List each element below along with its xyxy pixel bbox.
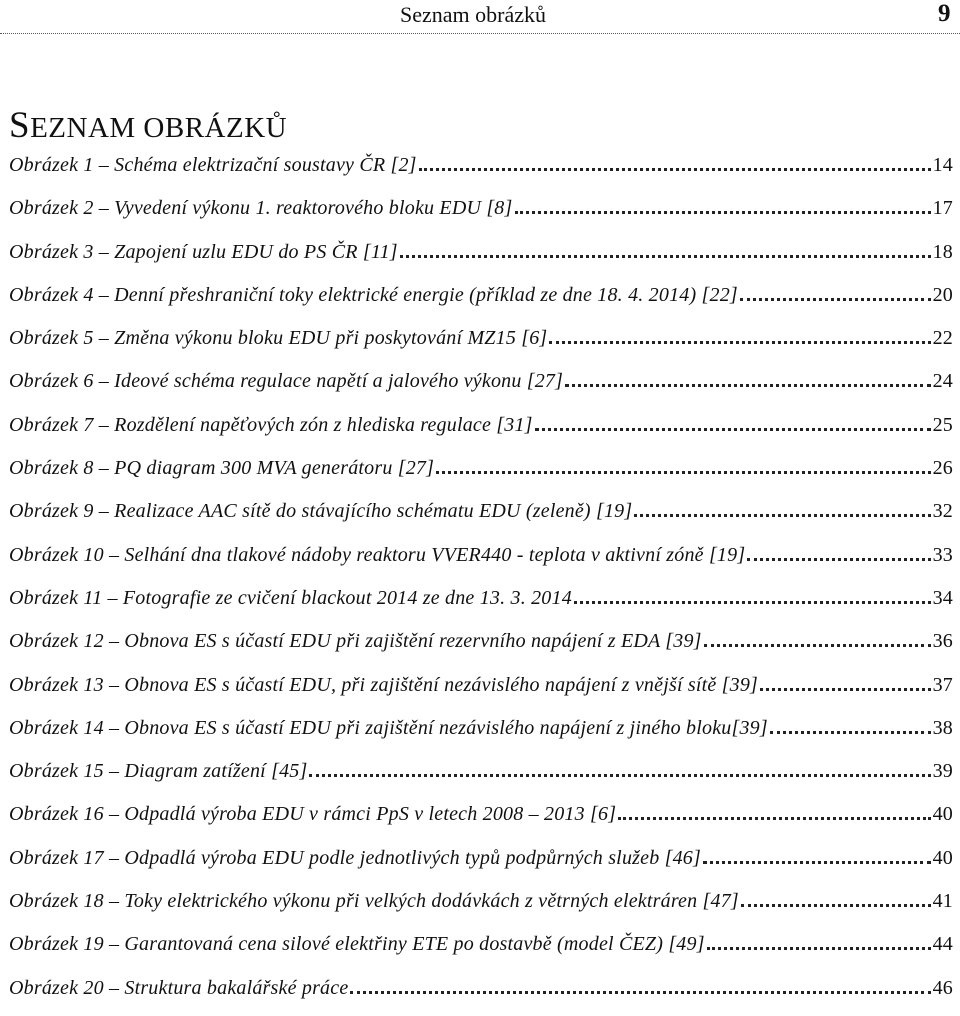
entry-page: 37 <box>932 673 953 696</box>
dot-leader <box>436 467 930 474</box>
figure-entry[interactable] <box>9 670 953 713</box>
entry-page: 32 <box>932 500 953 523</box>
figure-entry[interactable] <box>9 237 953 280</box>
dot-leader <box>400 251 931 258</box>
title-rest: EZNAM OBRÁZKŮ <box>30 112 288 144</box>
figure-entry[interactable] <box>9 540 953 583</box>
entry-label: Obrázek 16 – Odpadlá výroba EDU v rámci PpS v letech 2008 – 2013 [6] <box>9 803 617 826</box>
entry-label: Obrázek 5 – Změna výkonu bloku EDU při poskytování MZ15 [6] <box>9 327 548 350</box>
figure-entry[interactable] <box>9 626 953 669</box>
dot-leader <box>565 380 930 387</box>
figure-entry[interactable] <box>9 496 953 539</box>
entry-page: 22 <box>932 327 953 350</box>
dot-leader <box>309 770 930 777</box>
figure-entry[interactable] <box>9 583 953 626</box>
entry-page: 46 <box>932 976 953 999</box>
figure-entry[interactable] <box>9 410 953 453</box>
entry-page: 33 <box>932 543 953 566</box>
entry-label: Obrázek 13 – Obnova ES s účastí EDU, při zajištění nezávislého napájení z vnější sítě [39] <box>9 673 759 696</box>
figure-entry[interactable] <box>9 193 953 236</box>
dot-leader <box>741 900 931 907</box>
entry-page: 40 <box>932 803 953 826</box>
entry-label: Obrázek 18 – Toky elektrického výkonu při velkých dodávkách z větrných elektráren [47] <box>9 890 739 913</box>
dot-leader <box>515 207 931 214</box>
figure-entry[interactable] <box>9 929 953 972</box>
entry-page: 14 <box>932 154 953 176</box>
entry-page: 40 <box>932 846 953 869</box>
entry-label: Obrázek 9 – Realizace AAC sítě do stávajícího schématu EDU (zeleně) [19] <box>9 500 633 523</box>
figure-entry[interactable] <box>9 973 953 1016</box>
entry-label: Obrázek 10 – Selhání dna tlakové nádoby reaktoru VVER440 - teplota v aktivní zóně [19] <box>9 543 746 566</box>
figure-entry[interactable] <box>9 323 953 366</box>
title-initial: S <box>9 105 31 146</box>
dot-leader <box>350 987 930 994</box>
entry-label: Obrázek 8 – PQ diagram 300 MVA generátoru [27] <box>9 457 435 480</box>
figure-entry[interactable] <box>9 756 953 799</box>
entry-page: 38 <box>932 716 953 739</box>
figure-entry[interactable] <box>9 799 953 842</box>
entry-page: 17 <box>932 197 953 220</box>
dot-leader <box>618 813 930 820</box>
dot-leader <box>419 164 931 171</box>
dot-leader <box>574 597 931 604</box>
entry-label: Obrázek 6 – Ideové schéma regulace napětí a jalového výkonu [27] <box>9 370 564 393</box>
entry-label: Obrázek 20 – Struktura bakalářské práce <box>9 976 349 999</box>
entry-label: Obrázek 4 – Denní přeshraniční toky elektrické energie (příklad ze dne 18. 4. 2014) [22] <box>9 283 738 306</box>
entry-label: Obrázek 12 – Obnova ES s účastí EDU při zajištění rezervního napájení z EDA [39] <box>9 630 702 653</box>
dot-leader <box>740 294 931 301</box>
header-rule <box>0 33 960 34</box>
entry-page: 36 <box>932 630 953 653</box>
entry-page: 25 <box>932 413 953 436</box>
entry-page: 41 <box>932 890 953 913</box>
entry-page: 18 <box>932 240 953 263</box>
figure-entry[interactable] <box>9 453 953 496</box>
page-title <box>9 104 287 147</box>
dot-leader <box>549 337 930 344</box>
entry-label: Obrázek 14 – Obnova ES s účastí EDU při zajištění nezávislého napájení z jiného bloku[39] <box>9 716 768 739</box>
figure-list <box>9 150 953 1016</box>
entry-label: Obrázek 19 – Garantovaná cena silové elektřiny ETE po dostavbě (model ČEZ) [49] <box>9 933 705 956</box>
entry-label: Obrázek 11 – Fotografie ze cvičení blackout 2014 ze dne 13. 3. 2014 <box>9 586 572 609</box>
page-header <box>0 0 960 34</box>
entry-label: Obrázek 15 – Diagram zatížení [45] <box>9 760 308 783</box>
figure-entry[interactable] <box>9 150 953 193</box>
dot-leader <box>634 510 930 517</box>
entry-label: Obrázek 7 – Rozdělení napěťových zón z hlediska regulace [31] <box>9 413 533 436</box>
entry-page: 26 <box>932 457 953 480</box>
figure-entry[interactable] <box>9 843 953 886</box>
entry-label: Obrázek 1 – Schéma elektrizační soustavy ČR [2] <box>9 154 417 176</box>
dot-leader <box>704 640 931 647</box>
figure-entry[interactable] <box>9 366 953 409</box>
entry-page: 39 <box>932 760 953 783</box>
entry-page: 20 <box>932 283 953 306</box>
entry-label: Obrázek 17 – Odpadlá výroba EDU podle jednotlivých typů podpůrných služeb [46] <box>9 846 701 869</box>
dot-leader <box>707 943 931 950</box>
figure-entry[interactable] <box>9 280 953 323</box>
page-number: 9 <box>938 0 951 27</box>
entry-label: Obrázek 3 – Zapojení uzlu EDU do PS ČR [11] <box>9 240 398 263</box>
entry-page: 44 <box>932 933 953 956</box>
dot-leader <box>747 554 930 561</box>
entry-label: Obrázek 2 – Vyvedení výkonu 1. reaktorového bloku EDU [8] <box>9 197 513 220</box>
figure-entry[interactable] <box>9 713 953 756</box>
figure-entry[interactable] <box>9 886 953 929</box>
dot-leader <box>770 727 931 734</box>
dot-leader <box>760 684 931 691</box>
dot-leader <box>703 857 931 864</box>
entry-page: 34 <box>932 586 953 609</box>
entry-page: 24 <box>932 370 953 393</box>
dot-leader <box>535 424 931 431</box>
running-title: Seznam obrázků <box>400 2 546 27</box>
